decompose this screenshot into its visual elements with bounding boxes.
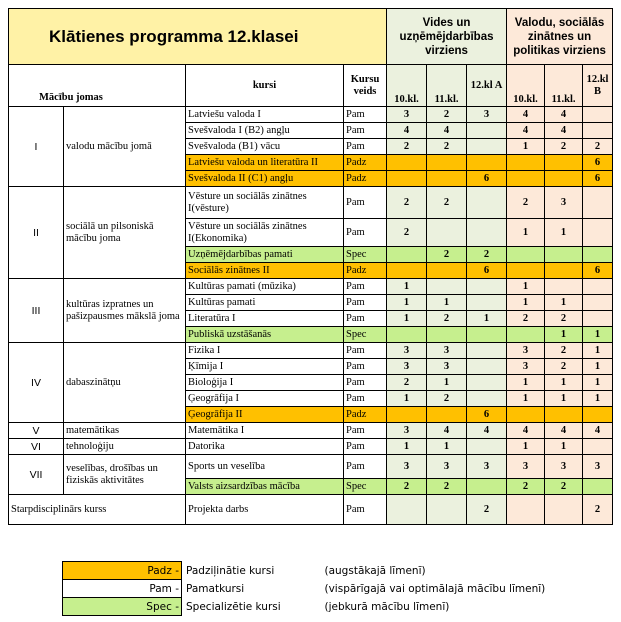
legend-key: Pam - [63,580,182,598]
hours-b12: 2 [583,139,613,155]
area-name: tehnoloģiju [64,439,186,455]
hours-b11: 1 [545,391,583,407]
hours-a11: 3 [427,343,467,359]
hours-a11: 3 [427,455,467,479]
hours-a10 [387,247,427,263]
course-name: Matemātika I [186,423,344,439]
hours-b10: 2 [507,187,545,219]
hours-a12 [467,139,507,155]
hours-b10: 1 [507,375,545,391]
hours-a12 [467,439,507,455]
hours-b12: 6 [583,171,613,187]
hours-b10: 1 [507,219,545,247]
hours-a10: 1 [387,391,427,407]
page-title: Klātienes programma 12.klasei [9,9,387,65]
courses-column-header: kursi [186,65,344,107]
course-name: Valsts aizsardzības mācība [186,479,344,495]
hours-b12 [583,219,613,247]
hours-b12: 1 [583,375,613,391]
hours-b12 [583,187,613,219]
hours-a11 [427,219,467,247]
course-type: Pam [344,219,387,247]
course-name: Uzņēmējdarbības pamati [186,247,344,263]
hours-b11: 1 [545,327,583,343]
hours-a10: 2 [387,479,427,495]
course-name: Vēsture un sociālās zinātnes I(Ekonomika) [186,219,344,247]
course-name: Ģeogrāfija II [186,407,344,423]
hours-a11 [427,407,467,423]
hours-a12: 6 [467,171,507,187]
hours-a11 [427,327,467,343]
course-type: Pam [344,495,387,525]
hours-a10: 2 [387,375,427,391]
b11-header: 11.kl. [545,65,583,107]
hours-a12 [467,375,507,391]
course-name: Svešvaloda II (C1) angļu [186,171,344,187]
hours-a12 [467,279,507,295]
course-type: Pam [344,139,387,155]
hours-b10: 1 [507,279,545,295]
hours-b10 [507,247,545,263]
hours-b11: 3 [545,455,583,479]
course-type: Padz [344,171,387,187]
hours-b10: 1 [507,295,545,311]
hours-a10: 1 [387,279,427,295]
course-type: Pam [344,279,387,295]
area-number: II [9,187,64,279]
legend [62,561,548,616]
hours-a10 [387,155,427,171]
course-type: Pam [344,295,387,311]
area-number: IV [9,343,64,423]
course-name: Sociālās zinātnes II [186,263,344,279]
legend-note: (augstākajā līmenī) [324,564,426,577]
area-number: VII [9,455,64,495]
hours-b11 [545,279,583,295]
hours-a10: 1 [387,311,427,327]
course-name: Svešvaloda I (B2) angļu [186,123,344,139]
group-b-header: Valodu, sociālās zinātnes un politikas virziens [507,9,613,65]
course-type: Pam [344,391,387,407]
course-type: Pam [344,455,387,479]
legend-label: Specializētie kursi [186,600,281,613]
hours-a11 [427,263,467,279]
course-name: Ķīmija I [186,359,344,375]
course-name: Fizika I [186,343,344,359]
hours-a10: 3 [387,343,427,359]
hours-a11: 2 [427,187,467,219]
hours-a10 [387,327,427,343]
hours-b11: 1 [545,295,583,311]
course-name: Bioloģija I [186,375,344,391]
hours-a12 [467,295,507,311]
hours-b11: 3 [545,187,583,219]
hours-a11: 1 [427,295,467,311]
course-name: Kultūras pamati [186,295,344,311]
hours-a10: 1 [387,295,427,311]
course-type: Spec [344,327,387,343]
area-number: III [9,279,64,343]
b12-header: 12.kl B [583,65,613,107]
hours-b10 [507,155,545,171]
hours-a11: 2 [427,139,467,155]
area-number: V [9,423,64,439]
course-type: Pam [344,343,387,359]
hours-b10 [507,171,545,187]
hours-a12: 2 [467,247,507,263]
group-a-header: Vides un uzņēmējdarbības virziens [387,9,507,65]
hours-b11: 2 [545,479,583,495]
hours-a10 [387,263,427,279]
hours-b10: 1 [507,139,545,155]
area-name: valodu mācību jomā [64,107,186,187]
a12-header: 12.kl A [467,65,507,107]
hours-b11: 1 [545,375,583,391]
table-row [9,439,613,455]
legend-note: (vispārīgajā vai optimālajā mācību līmenī) [324,582,546,595]
hours-a11 [427,495,467,525]
hours-b10 [507,495,545,525]
legend-key: Padz - [63,562,182,580]
hours-a12 [467,479,507,495]
area-name: matemātikas [64,423,186,439]
area-name: dabaszinātņu [64,343,186,423]
area-name: veselības, drošības un fiziskās aktivitātes [64,455,186,495]
hours-a12 [467,343,507,359]
hours-a11: 2 [427,247,467,263]
hours-b10: 1 [507,439,545,455]
hours-a12: 1 [467,311,507,327]
hours-a10: 3 [387,455,427,479]
course-type: Spec [344,479,387,495]
area-number: VI [9,439,64,455]
hours-a10 [387,407,427,423]
hours-a10: 3 [387,423,427,439]
hours-a11 [427,155,467,171]
course-name: Publiskā uzstāšanās [186,327,344,343]
area-name: kultūras izpratnes un pašizpausmes mākslā joma [64,279,186,343]
hours-b12 [583,247,613,263]
hours-b10: 2 [507,311,545,327]
area-name: sociālā un pilsoniskā mācību joma [64,187,186,279]
hours-a10 [387,495,427,525]
hours-b11 [545,263,583,279]
course-name: Sports un veselība [186,455,344,479]
table-row [9,107,613,123]
hours-b10 [507,327,545,343]
hours-b10: 4 [507,423,545,439]
hours-a12 [467,155,507,171]
hours-a12: 3 [467,107,507,123]
hours-b12: 1 [583,359,613,375]
hours-b12: 3 [583,455,613,479]
legend-label: Pamatkursi [186,582,245,595]
course-type: Padz [344,407,387,423]
area-number: I [9,107,64,187]
course-type: Pam [344,375,387,391]
type-column-header: Kursu veids [344,65,387,107]
hours-a12: 4 [467,423,507,439]
course-type: Padz [344,263,387,279]
hours-b12 [583,311,613,327]
hours-a12: 6 [467,407,507,423]
hours-a11: 2 [427,311,467,327]
hours-a12 [467,187,507,219]
hours-b12: 1 [583,343,613,359]
hours-b11: 4 [545,423,583,439]
course-type: Pam [344,439,387,455]
hours-b12: 1 [583,327,613,343]
course-type: Pam [344,123,387,139]
hours-a12 [467,327,507,343]
hours-a10 [387,171,427,187]
course-type: Padz [344,155,387,171]
hours-b10: 3 [507,455,545,479]
hours-b12: 2 [583,495,613,525]
course-name: Literatūra I [186,311,344,327]
hours-b12: 1 [583,391,613,407]
area-column-header: Mācību jomas [9,65,186,107]
area-name: Starpdisciplinārs kurss [9,495,186,525]
course-type: Pam [344,107,387,123]
hours-a12: 2 [467,495,507,525]
hours-b10: 2 [507,479,545,495]
course-type: Spec [344,247,387,263]
hours-b11 [545,495,583,525]
hours-b11: 2 [545,359,583,375]
hours-a10: 3 [387,107,427,123]
course-name: Svešvaloda (B1) vācu [186,139,344,155]
hours-b11: 2 [545,343,583,359]
course-type: Pam [344,187,387,219]
b10-header: 10.kl. [507,65,545,107]
hours-a12: 3 [467,455,507,479]
hours-a11: 4 [427,123,467,139]
legend-note: (jebkurā mācību līmenī) [324,600,450,613]
table-row [9,187,613,219]
course-name: Latviešu valoda I [186,107,344,123]
hours-b11: 1 [545,219,583,247]
course-type: Pam [344,359,387,375]
hours-a10: 2 [387,139,427,155]
hours-b12 [583,279,613,295]
legend-row [63,598,548,616]
hours-b12 [583,439,613,455]
table-row [9,343,613,359]
hours-a11: 1 [427,375,467,391]
hours-a11: 2 [427,391,467,407]
hours-b12: 4 [583,423,613,439]
hours-a10: 2 [387,187,427,219]
hours-b10 [507,407,545,423]
hours-a12 [467,391,507,407]
hours-b11: 4 [545,107,583,123]
program-table [8,8,613,525]
a11-header: 11.kl. [427,65,467,107]
hours-b12 [583,295,613,311]
course-name: Latviešu valoda un literatūra II [186,155,344,171]
hours-a11 [427,279,467,295]
hours-b12 [583,407,613,423]
hours-a11 [427,171,467,187]
legend-key: Spec - [63,598,182,616]
hours-b12 [583,479,613,495]
course-name: Datorika [186,439,344,455]
hours-b11: 4 [545,123,583,139]
hours-b10: 1 [507,391,545,407]
hours-a12: 6 [467,263,507,279]
course-type: Pam [344,311,387,327]
legend-label: Padziļinātie kursi [186,564,275,577]
table-row [9,495,613,525]
hours-b10: 4 [507,107,545,123]
legend-row [63,580,548,598]
hours-a10: 1 [387,439,427,455]
hours-a12 [467,219,507,247]
table-row [9,423,613,439]
hours-a12 [467,123,507,139]
hours-b10: 3 [507,359,545,375]
a10-header: 10.kl. [387,65,427,107]
table-row [9,455,613,479]
course-name: Projekta darbs [186,495,344,525]
hours-a11: 3 [427,359,467,375]
hours-a11: 2 [427,107,467,123]
hours-b10 [507,263,545,279]
hours-b11 [545,407,583,423]
hours-b11 [545,155,583,171]
hours-a10: 3 [387,359,427,375]
hours-b12 [583,123,613,139]
hours-b11: 1 [545,439,583,455]
hours-b11: 2 [545,311,583,327]
hours-b11 [545,247,583,263]
course-name: Kultūras pamati (mūzika) [186,279,344,295]
course-name: Ģeogrāfija I [186,391,344,407]
hours-b12: 6 [583,263,613,279]
hours-a12 [467,359,507,375]
hours-a10: 2 [387,219,427,247]
table-row [9,279,613,295]
hours-a11: 1 [427,439,467,455]
course-name: Vēsture un sociālās zinātnes I(vēsture) [186,187,344,219]
hours-b10: 4 [507,123,545,139]
hours-b12: 6 [583,155,613,171]
hours-b11 [545,171,583,187]
hours-a11: 4 [427,423,467,439]
hours-b10: 3 [507,343,545,359]
legend-row [63,562,548,580]
hours-b12 [583,107,613,123]
course-type: Pam [344,423,387,439]
hours-b11: 2 [545,139,583,155]
hours-a10: 4 [387,123,427,139]
hours-a11: 2 [427,479,467,495]
